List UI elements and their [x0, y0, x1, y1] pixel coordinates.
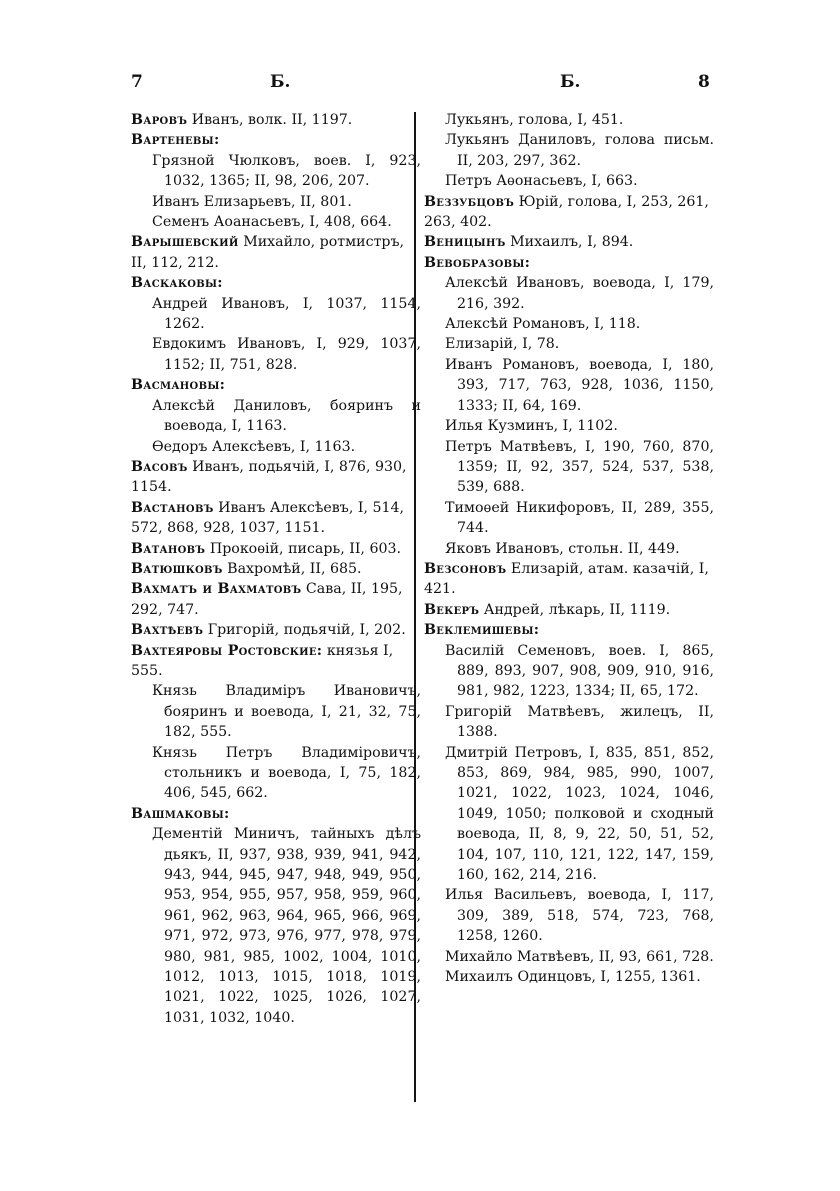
entry-text: Елизарій, атам. казачій, I, 421.: [424, 560, 709, 598]
index-entry: [131, 375, 421, 395]
entry-headword: Ватюшковъ: [131, 560, 223, 577]
entry-subitem: Илья Васильевъ, воевода, I, 117, 309, 389, 518, 574, 723, 768, 1258, 1260.: [445, 887, 714, 945]
entry-subitem: Тимоѳей Никифоровъ, II, 289, 355, 744.: [445, 499, 714, 537]
index-entry: [131, 804, 421, 824]
index-entry: [131, 539, 421, 559]
entry-subitem: Елизарій, I, 78.: [445, 336, 560, 353]
entry-headword: Вартеневы:: [131, 132, 220, 149]
entry-subitem: Семенъ Аоанасьевъ, I, 408, 664.: [152, 214, 392, 231]
entry-headword: Ватановъ: [131, 540, 206, 557]
entry-headword: Веницынъ: [424, 234, 506, 251]
entry-headword: Васкаковы:: [131, 275, 223, 292]
entry-subitem: Василій Семеновъ, воев. I, 865, 889, 893, 907, 908, 909, 910, 916, 981, 982, 1223, 1334; II, 65, 172.: [445, 642, 714, 700]
entry-subitem: Князь Петръ Владиміровичъ, стольникъ и воевода, I, 75, 182, 406, 545, 662.: [152, 744, 421, 802]
entry-headword: Варовъ: [131, 112, 188, 128]
entry-subitem: Князь Владиміръ Ивановичъ, бояринъ и воевода, I, 21, 32, 75, 182, 555.: [152, 683, 421, 741]
entry-subitem: Михайло Матвѣевъ, II, 93, 661, 728.: [445, 948, 714, 965]
entry-text: Прокоѳій, писарь, II, 603.: [205, 540, 402, 557]
entry-text: Григорій, подьячій, I, 202.: [203, 622, 406, 639]
entry-text: Юрій, голова, I, 253, 261, 263, 402.: [424, 193, 709, 231]
entry-headword: Васовъ: [131, 458, 188, 475]
entry-text: Иванъ Алексѣевъ, I, 514, 572, 868, 928, 1037, 1151.: [131, 499, 405, 537]
index-entry: [424, 559, 714, 600]
entry-headword: Вахтѣевъ: [131, 622, 204, 639]
left-letter-heading: Б.: [270, 72, 291, 92]
index-entry: [131, 620, 421, 640]
entry-headword: Васмановы:: [131, 377, 226, 394]
entry-subitem: Дмитрій Петровъ, I, 835, 851, 852, 853, 869, 984, 985, 990, 1007, 1021, 1022, 1023, 1024, 1046, 1049, 1050; полковой и сходный воевода, II, 8, 9, 22, 50, 51, 52, 104, 107, 110, 121, 122, 147, 159, 160, 162, 214, 216.: [445, 744, 714, 884]
index-entry: [424, 192, 714, 233]
entry-subitem: Грязной Чюлковъ, воев. I, 923, 1032, 1365; II, 98, 206, 207.: [152, 152, 421, 190]
entry-headword: Веклемишевы:: [424, 622, 540, 639]
entry-text: Андрей, лѣкарь, II, 1119.: [479, 601, 671, 618]
entry-subitem: Яковъ Ивановъ, стольн. II, 449.: [445, 540, 680, 557]
entry-subitem: Дементій Миничъ, тайныхъ дѣлъ дьякъ, II, 937, 938, 939, 941, 942, 943, 944, 945, 947, 948, 949, 950, 953, 954, 955, 957, 958, 959, 960, 961, 962, 963, 964, 965, 966, 969, 971, 972, 973, 976, 977, 978, 979, 980, 981, 985, 1002, 1004, 1010, 1012, 1013, 1015, 1018, 1019, 1021, 1022, 1025, 1026, 1027, 1031, 1032, 1040.: [152, 826, 421, 1026]
entry-subitem: Григорій Матвѣевъ, жилецъ, II, 1388.: [445, 703, 714, 741]
right-page-number: 8: [698, 72, 710, 92]
index-entry: [131, 498, 421, 539]
entry-headword: Вастановъ: [131, 499, 214, 516]
index-entry: [131, 579, 421, 620]
entry-subitem: Лукьянъ, голова, I, 451.: [445, 112, 624, 128]
entry-subitem: Алексѣй Ивановъ, воевода, I, 179, 216, 392.: [445, 275, 714, 312]
entry-subitem: Евдокимъ Ивановъ, I, 929, 1037, 1152; II, 751, 828.: [152, 336, 421, 373]
index-entry: [131, 559, 421, 579]
entry-headword: Векеръ: [424, 601, 480, 618]
entry-subitem: Ѳедоръ Алексѣевъ, I, 1163.: [152, 438, 356, 455]
entry-subitem: Иванъ Елизарьевъ, II, 801.: [152, 193, 352, 210]
index-entry: [131, 641, 421, 682]
entry-subitem: Алексѣй Романовъ, I, 118.: [445, 316, 641, 333]
entry-text: Иванъ, волк. II, 1197.: [187, 112, 353, 128]
entry-subitem: Петръ Аѳонасьевъ, I, 663.: [445, 173, 638, 190]
entry-headword: Везсоновъ: [424, 560, 507, 577]
entry-headword: Вашмаковы:: [131, 805, 230, 822]
entry-text: князья I, 555.: [131, 642, 394, 679]
index-entry: [131, 457, 421, 498]
entry-subitem: Илья Кузминъ, I, 1102.: [445, 418, 618, 435]
entry-text: Иванъ, подьячій, I, 876, 930, 1154.: [131, 458, 407, 496]
index-entry: [131, 130, 421, 150]
index-entry: [424, 600, 714, 620]
entry-headword: Вахтеяровы Ростовские:: [131, 642, 323, 659]
entry-subitem: Андрей Ивановъ, I, 1037, 1154, 1262.: [152, 295, 421, 333]
index-entry: [424, 232, 714, 252]
entry-text: Михаилъ, I, 894.: [505, 234, 634, 251]
index-entry: [131, 273, 421, 293]
index-entry: [424, 620, 714, 640]
left-column: [131, 110, 421, 1028]
entry-headword: Вевобразовы:: [424, 254, 531, 271]
left-page-number: 7: [131, 72, 143, 92]
entry-headword: Варышевский: [131, 234, 239, 251]
right-column: [424, 110, 714, 987]
entry-text: Сава, II, 195, 292, 747.: [131, 581, 403, 618]
entry-subitem: Иванъ Романовъ, воевода, I, 180, 393, 717, 763, 928, 1036, 1150, 1333; II, 64, 169.: [445, 356, 714, 414]
entry-subitem: Лукьянъ Даниловъ, голова письм. II, 203, 297, 362.: [445, 132, 714, 169]
entry-text: Вахромѣй, II, 685.: [222, 560, 362, 577]
index-entry: [131, 110, 421, 130]
right-letter-heading: Б.: [560, 72, 581, 92]
entry-subitem: Михаилъ Одинцовъ, I, 1255, 1361.: [445, 969, 701, 986]
index-entry: [131, 232, 421, 273]
entry-subitem: Алексѣй Даниловъ, бояринъ и воевода, I, 1163.: [152, 397, 421, 435]
entry-headword: Вахматъ и Вахматовъ: [131, 581, 302, 598]
entry-headword: Веззубцовъ: [424, 193, 515, 210]
entry-subitem: Петръ Матвѣевъ, I, 190, 760, 870, 1359; II, 92, 357, 524, 537, 538, 539, 688.: [445, 438, 714, 496]
entry-text: Михайло, ротмистръ, II, 112, 212.: [131, 234, 405, 271]
index-entry: [424, 253, 714, 273]
